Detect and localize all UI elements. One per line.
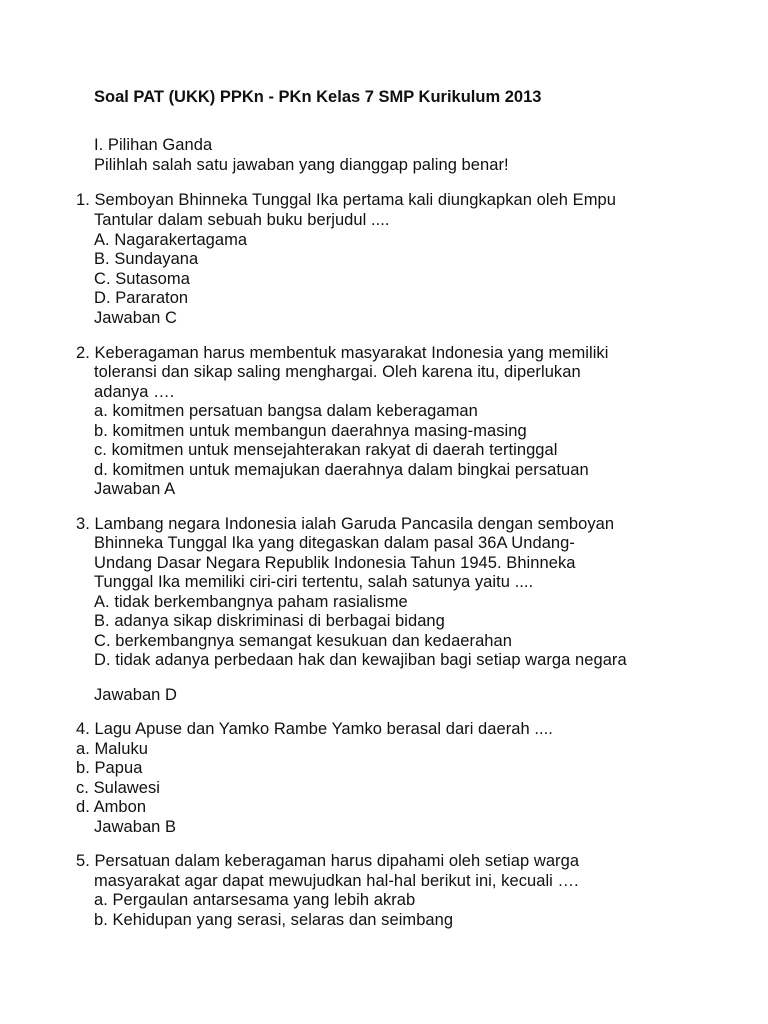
document-title: Soal PAT (UKK) PPKn - PKn Kelas 7 SMP Kurikulum 2013 — [94, 88, 542, 106]
answer-key: Jawaban C — [94, 309, 177, 327]
answer-key: Jawaban D — [94, 686, 177, 704]
question-text: Bhinneka Tunggal Ika yang ditegaskan dalam pasal 36A Undang- — [94, 534, 575, 552]
answer-key: Jawaban A — [94, 480, 176, 498]
answer-option: a. Maluku — [76, 740, 148, 758]
answer-option: a. Pergaulan antarsesama yang lebih akrab — [94, 891, 416, 909]
answer-option: A. Nagarakertagama — [94, 231, 248, 249]
section-heading: I. Pilihan Ganda — [94, 136, 213, 154]
question-text: toleransi dan sikap saling menghargai. Oleh karena itu, diperlukan — [94, 363, 581, 381]
question-text: 5. Persatuan dalam keberagaman harus dipahami oleh setiap warga — [76, 852, 580, 870]
question-text: adanya …. — [94, 383, 175, 401]
answer-option: b. Papua — [76, 759, 143, 777]
question-text: masyarakat agar dapat mewujudkan hal-hal berikut ini, kecuali …. — [94, 872, 579, 890]
section-instruction: Pilihlah salah satu jawaban yang dianggap paling benar! — [94, 156, 509, 174]
answer-option: a. komitmen persatuan bangsa dalam keberagaman — [94, 402, 478, 420]
answer-option: c. Sulawesi — [76, 779, 161, 797]
question-text: 4. Lagu Apuse dan Yamko Rambe Yamko berasal dari daerah .... — [76, 720, 553, 738]
answer-option: d. komitmen untuk memajukan daerahnya dalam bingkai persatuan — [94, 461, 589, 479]
answer-option: D. tidak adanya perbedaan hak dan kewajiban bagi setiap warga negara — [94, 651, 627, 669]
answer-key: Jawaban B — [94, 818, 177, 836]
answer-option: B. adanya sikap diskriminasi di berbagai bidang — [94, 612, 445, 630]
question-text: Tantular dalam sebuah buku berjudul .... — [94, 211, 390, 229]
answer-option: d. Ambon — [76, 798, 147, 816]
answer-option: A. tidak berkembangnya paham rasialisme — [94, 593, 408, 611]
question-text: Tunggal Ika memiliki ciri-ciri tertentu, salah satunya yaitu .... — [94, 573, 534, 591]
question-text: 3. Lambang negara Indonesia ialah Garuda Pancasila dengan semboyan — [76, 515, 615, 533]
answer-option: c. komitmen untuk mensejahterakan rakyat di daerah tertinggal — [94, 441, 558, 459]
answer-option: b. komitmen untuk membangun daerahnya masing-masing — [94, 422, 527, 440]
question-text: 1. Semboyan Bhinneka Tunggal Ika pertama kali diungkapkan oleh Empu — [76, 191, 616, 209]
question-text: 2. Keberagaman harus membentuk masyarakat Indonesia yang memiliki — [76, 344, 609, 362]
answer-option: C. berkembangnya semangat kesukuan dan kedaerahan — [94, 632, 512, 650]
answer-option: B. Sundayana — [94, 250, 199, 268]
question-text: Undang Dasar Negara Republik Indonesia Tahun 1945. Bhinneka — [94, 554, 576, 572]
answer-option: b. Kehidupan yang serasi, selaras dan seimbang — [94, 911, 454, 929]
answer-option: C. Sutasoma — [94, 270, 190, 288]
answer-option: D. Pararaton — [94, 289, 189, 307]
